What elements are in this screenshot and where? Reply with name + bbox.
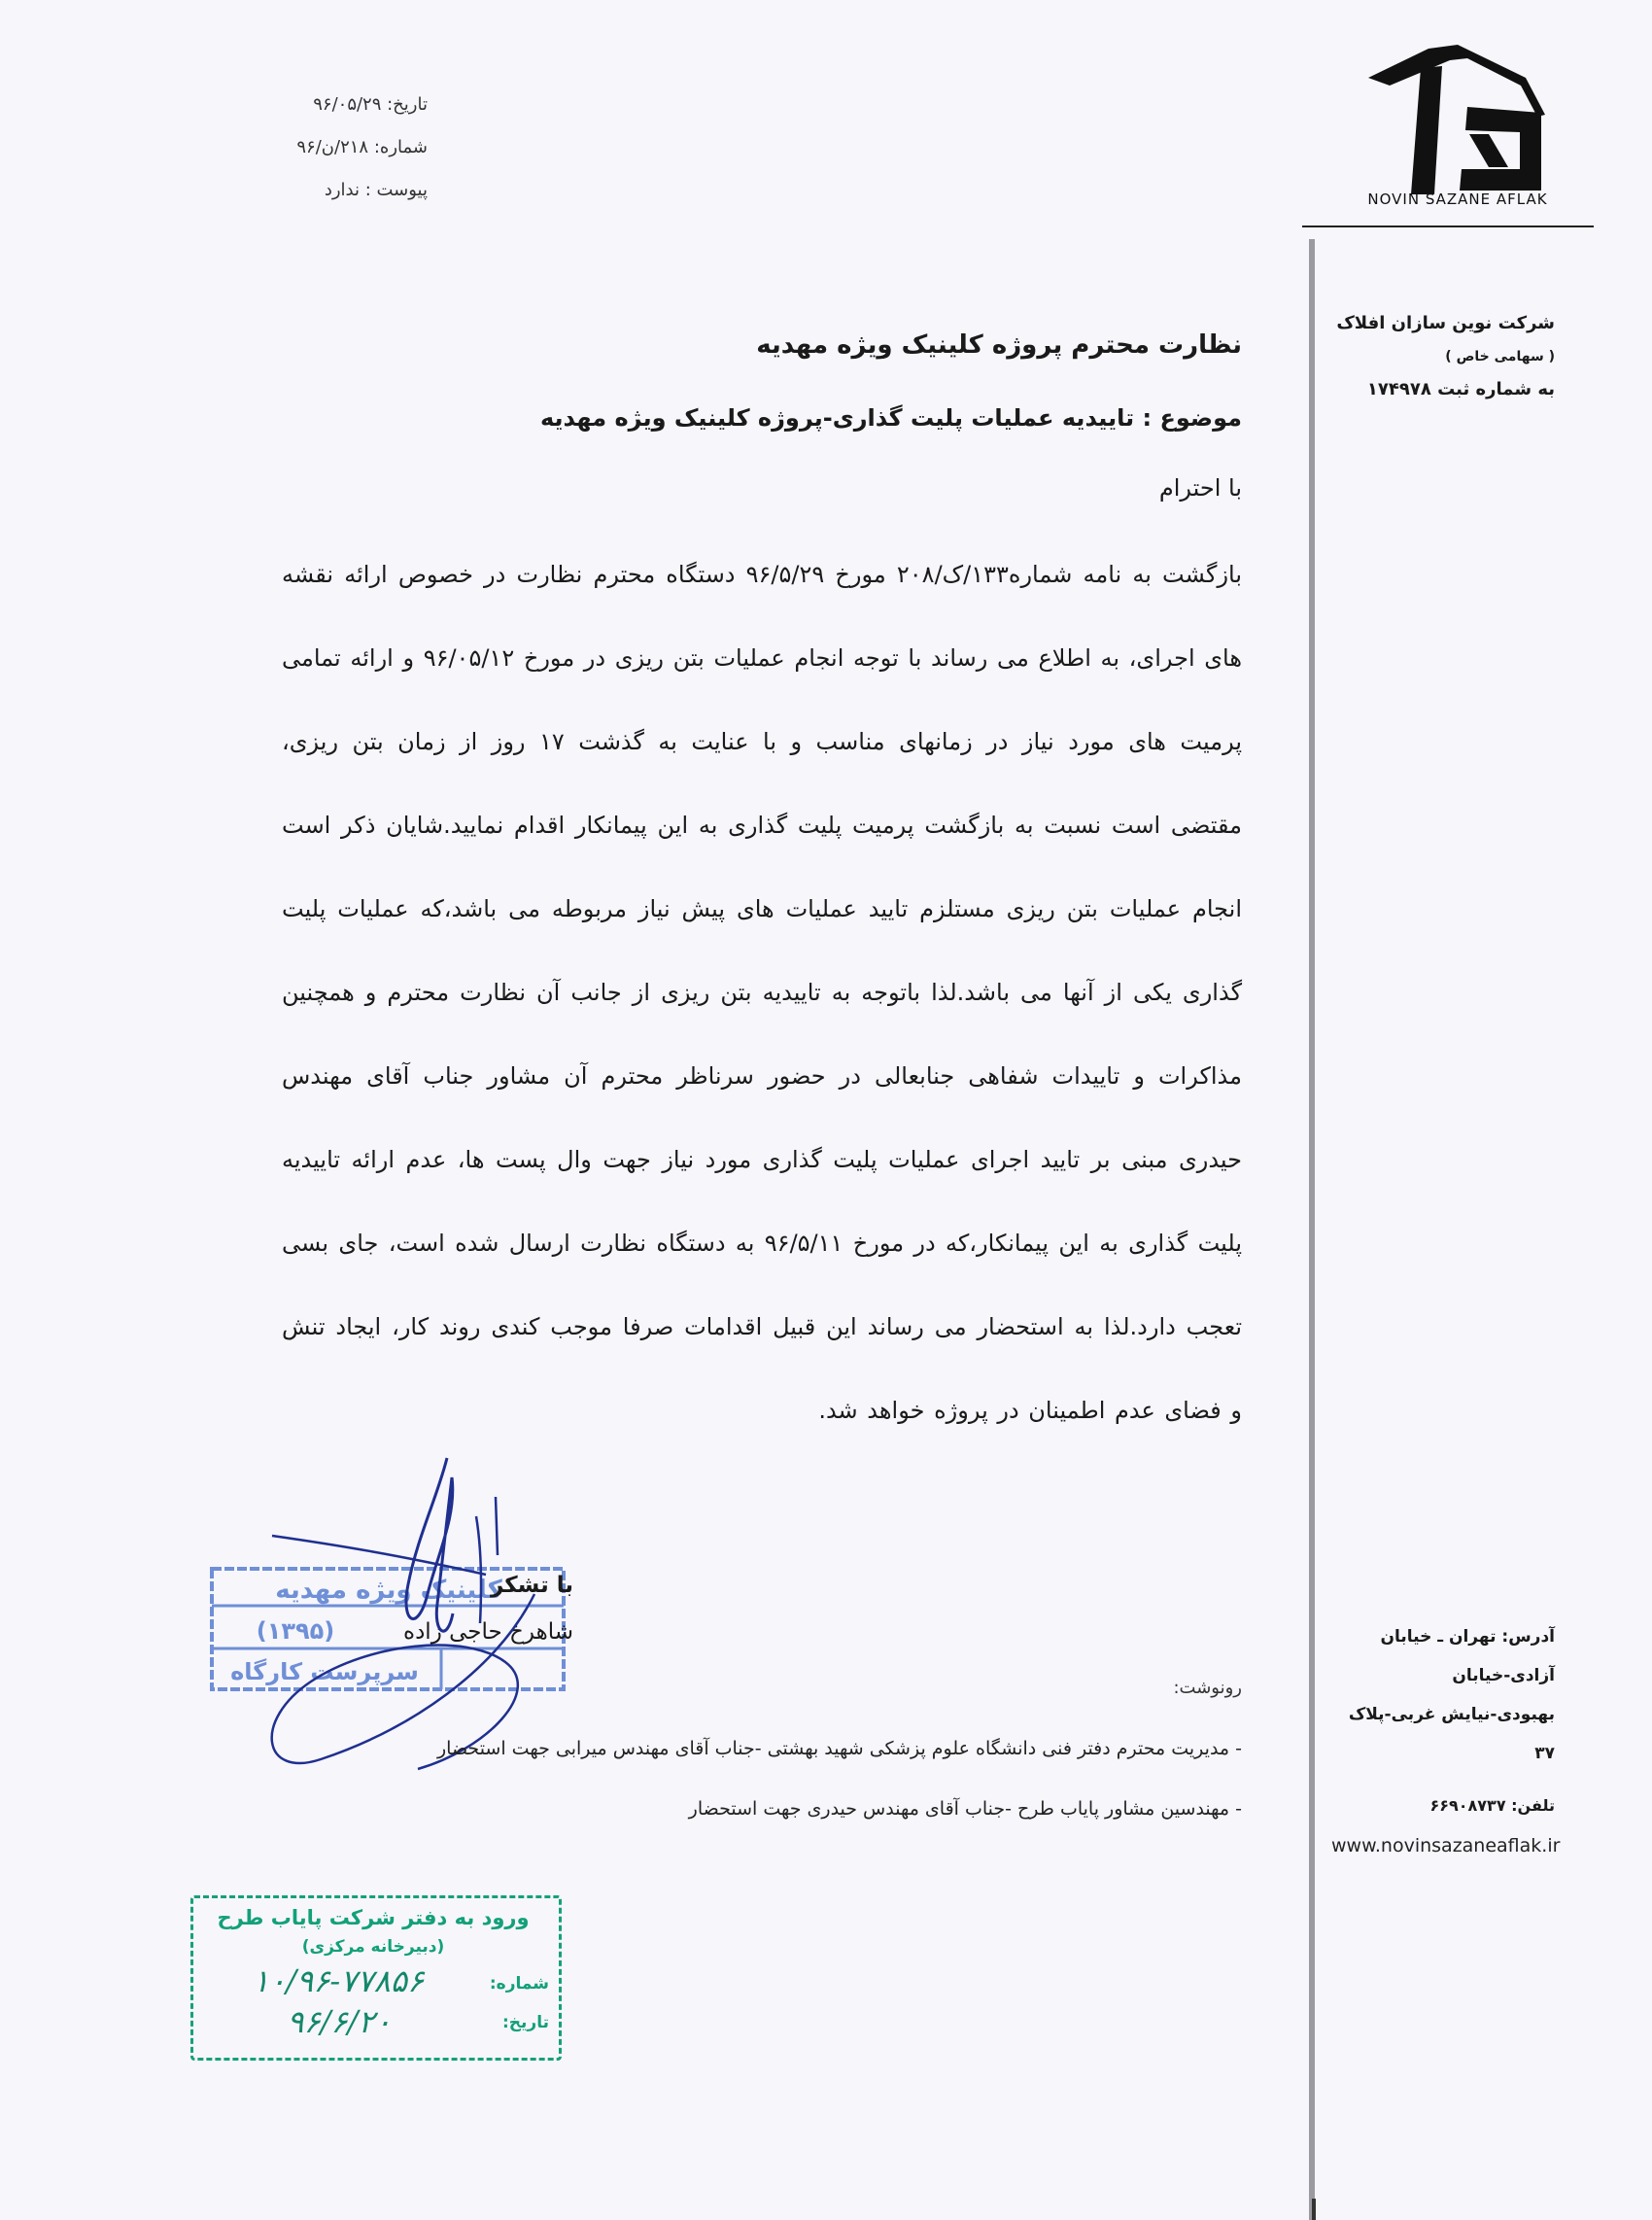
company-registration: به شماره ثبت ۱۷۴۹۷۸ (1366, 379, 1555, 399)
received-date-value: ۹۶/۶/۲۰ (287, 2003, 392, 2040)
received-number-label: شماره: (489, 1974, 549, 1994)
received-stamp-title: ورود به دفتر شرکت پایاب طرح (217, 1906, 530, 1929)
stamp-text-3: سرپرست کارگاه (230, 1658, 419, 1685)
closing-text: با تشکر (490, 1573, 573, 1598)
sidebar-company (1336, 307, 1555, 406)
handwritten-signature (253, 1439, 564, 1847)
received-number-value: ۱۰/۹۶-۷۷۸۵۶ (252, 1962, 425, 1999)
received-stamp (190, 1895, 562, 2061)
logo-divider (1302, 225, 1594, 227)
sidebar-rule (1309, 239, 1315, 2220)
sidebar-address (1336, 1617, 1555, 1825)
address-line-1: آدرس: تهران ـ خیابان آزادی-خیابان (1380, 1627, 1555, 1685)
signer-name: شاهرخ حاجی زاده (403, 1619, 573, 1645)
cc-title: رونوشت: (1173, 1678, 1242, 1698)
letter-number: شماره: ۲۱۸/ن/۹۶ (296, 137, 428, 157)
greeting: با احترام (1158, 474, 1242, 502)
company-name: شرکت نوین سازان افلاک (1336, 313, 1555, 333)
letter-meta (243, 84, 428, 212)
stamp-text-2: (۱۳۹۵) (256, 1617, 335, 1645)
letter-date: تاریخ: ۹۶/۰۵/۲۹ (313, 94, 428, 115)
cc-recipient-1: - مدیریت محترم دفتر فنی دانشگاه علوم پزشکی شهید بهشتی -جناب آقای مهندس میرابی جهت استحضار (436, 1738, 1242, 1759)
letter-body: بازگشت به نامه شماره۱۳۳/ک/۲۰۸ مورخ ۹۶/۵/۲۹ دستگاه محترم نظارت در خصوص ارائه نقشه های اجرای، به اطلاع می رساند با توجه انجام عملیات بتن ریزی در مورخ ۹۶/۰۵/۱۲ و ارائه تمامی پرمیت های مورد نیاز در زمانهای مناسب و با عنایت به گذشت ۱۷ روز از زمان بتن ریزی، مقتضی است نسبت به بازگشت پرمیت پلیت گذاری به این پیمانکار اقدام نمایید.شایان ذکر است انجام عملیات بتن ریزی مستلزم تایید عملیات های پیش نیاز مربوطه می باشد،که عملیات پلیت گذاری یکی از آنها می باشد.لذا باتوجه به تاییدیه بتن ریزی از جانب آن نظارت محترم و همچنین مذاکرات و تاییدات شفاهی جنابعالی در حضور سرناظر محترم آن مشاور جناب آقای مهندس حیدری مبنی بر تایید اجرای عملیات پلیت گذاری مورد نیاز جهت وال پست ها، عدم ارائه تاییدیه پلیت گذاری به این پیمانکار،که در مورخ ۹۶/۵/۱۱ به دستگاه نظارت ارسال شده است، جای بسی تعجب دارد.لذا به استحضار می رساند این قبیل اقدامات صرفا موجب کندی روند کار، ایجاد تنش و فضای عدم اطمینان در پروژه خواهد شد. (282, 561, 1243, 1424)
company-website: www.novinsazaneaflak.ir (1331, 1835, 1561, 1856)
subject: موضوع : تاییدیه عملیات پلیت گذاری-پروژه کلینیک ویژه مهدیه (539, 404, 1242, 432)
company-type: ( سهامی خاص ) (1445, 349, 1555, 364)
cc-recipient-2: - مهندسین مشاور پایاب طرح -جناب آقای مهندس حیدری جهت استحضار (688, 1798, 1242, 1820)
logo-caption: NOVIN SAZANE AFLAK (1367, 191, 1548, 208)
stamp-text-1: کلینیک ویژه مهدیه (275, 1576, 502, 1605)
page-edge-mark (1312, 2199, 1316, 2220)
addressee: نظارت محترم پروژه کلینیک ویژه مهدیه (756, 330, 1242, 360)
address-line-2: بهبودی-نیایش غربی-پلاک ۳۷ (1348, 1705, 1555, 1763)
received-date-label: تاریخ: (502, 2013, 549, 2032)
letter-attachment: پیوست : ندارد (324, 180, 428, 200)
company-phone: تلفن: ۶۶۹۰۸۷۳۷ (1429, 1796, 1555, 1815)
received-stamp-subtitle: (دبیرخانه مرکزی) (301, 1937, 445, 1957)
